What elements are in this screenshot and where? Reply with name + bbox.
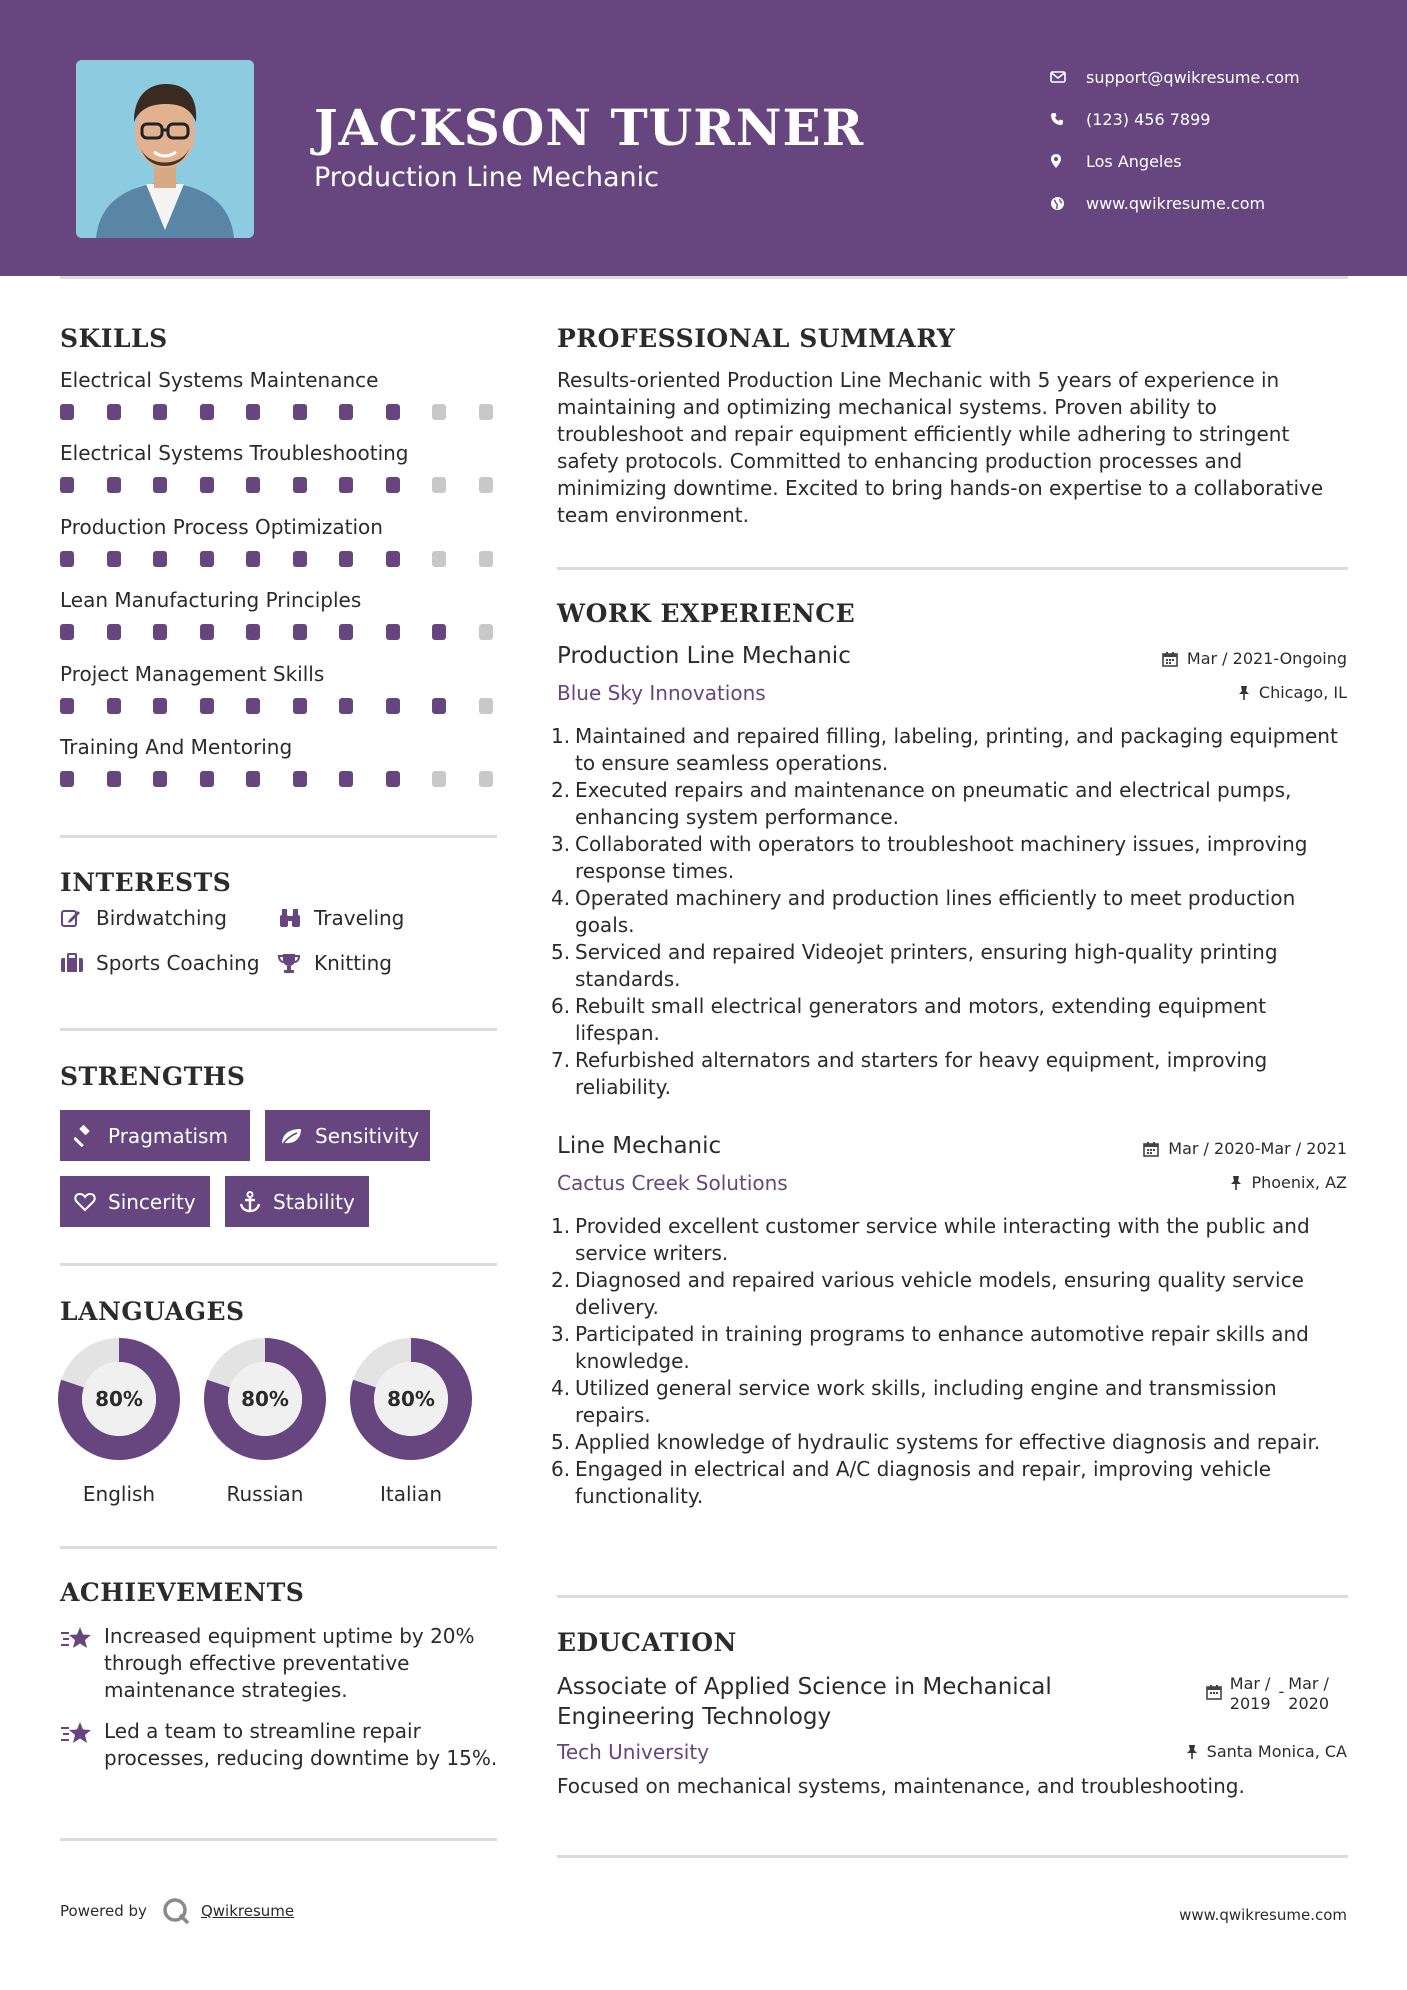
skill-item <box>60 588 500 661</box>
language-percent: 80% <box>95 1387 143 1411</box>
contact-email[interactable] <box>1050 56 1300 98</box>
job-company: Cactus Creek Solutions <box>557 1171 788 1195</box>
pushpin-icon <box>1186 1744 1198 1760</box>
language-item <box>350 1338 472 1506</box>
skill-dot-filled <box>60 551 74 567</box>
pushpin-icon <box>1238 685 1250 701</box>
job-entry <box>551 643 1347 1101</box>
skill-dot-filled <box>293 698 307 714</box>
job-bullet: 4. Utilized general service work skills, including engine and transmission repairs. <box>551 1376 1277 1427</box>
job-bullet-text: Diagnosed and repaired various vehicle models, ensuring quality service delivery. <box>575 1268 1304 1319</box>
skill-dot-empty <box>479 404 493 420</box>
skill-dot-filled <box>293 404 307 420</box>
skill-dot-empty <box>432 551 446 567</box>
job-bullet-text: Utilized general service work skills, including engine and transmission repairs. <box>575 1376 1277 1427</box>
education-date-start-year: 2019 <box>1229 1694 1271 1713</box>
job-bullet: 4. Operated machinery and production lines efficiently to meet production goals. <box>551 886 1296 937</box>
skills-list <box>60 368 500 808</box>
language-ring <box>204 1338 326 1460</box>
candidate-title: Production Line Mechanic <box>314 162 659 193</box>
summary-heading: PROFESSIONAL SUMMARY <box>557 324 956 353</box>
skill-name: Training And Mentoring <box>60 734 293 759</box>
education-heading: EDUCATION <box>557 1628 737 1657</box>
language-item <box>58 1338 180 1506</box>
heart-icon <box>74 1192 96 1212</box>
language-name: Russian <box>226 1482 304 1506</box>
profile-photo <box>76 60 254 238</box>
strengths-heading: STRENGTHS <box>60 1062 246 1091</box>
job-bullet-text: Maintained and repaired filling, labeling, printing, and packaging equipment to ensure seamless operations. <box>575 724 1338 775</box>
education-divider <box>557 1855 1348 1858</box>
job-bullet-text: Engaged in electrical and A/C diagnosis and repair, improving vehicle functionality. <box>575 1457 1272 1508</box>
skill-dot-filled <box>246 698 260 714</box>
footer-website[interactable]: www.qwikresume.com <box>1179 1906 1347 1924</box>
job-bullet: 6. Rebuilt small electrical generators and motors, extending equipment lifespan. <box>551 994 1267 1045</box>
skill-dot-filled <box>200 624 214 640</box>
skill-dot-filled <box>153 551 167 567</box>
skill-dot-empty <box>479 551 493 567</box>
summary-divider <box>557 567 1348 570</box>
skill-dot-filled <box>200 404 214 420</box>
header-banner <box>0 0 1407 276</box>
education-dates <box>1206 1674 1329 1714</box>
interest-label: Knitting <box>314 951 392 975</box>
skill-dot-filled <box>386 771 400 787</box>
job-bullet: 2. Executed repairs and maintenance on pneumatic and electrical pumps, enhancing system performance. <box>551 778 1292 829</box>
skill-name: Production Process Optimization <box>60 514 383 539</box>
skill-dot-filled <box>107 771 121 787</box>
globe-icon <box>1050 196 1086 211</box>
star-icon <box>60 1623 104 1704</box>
education-school: Tech University <box>557 1740 710 1764</box>
leaf-icon <box>279 1126 303 1146</box>
skill-item <box>60 368 500 441</box>
skill-dot-filled <box>293 624 307 640</box>
language-percent: 80% <box>387 1387 435 1411</box>
gavel-icon <box>74 1125 96 1147</box>
interests-divider <box>60 1028 497 1031</box>
skill-name: Project Management Skills <box>60 661 325 686</box>
job-location-text: Chicago, IL <box>1258 683 1347 702</box>
job-bullets <box>551 1213 1347 1510</box>
anchor-icon <box>239 1191 261 1213</box>
skill-dot-filled <box>60 698 74 714</box>
interest-label: Birdwatching <box>96 906 227 930</box>
skill-rating <box>60 767 500 789</box>
skill-dot-filled <box>107 477 121 493</box>
skill-dot-filled <box>246 404 260 420</box>
education-location <box>1186 1742 1347 1761</box>
skill-dot-filled <box>246 477 260 493</box>
powered-by-label: Powered by <box>60 1902 147 1920</box>
language-name: English <box>82 1482 156 1506</box>
contact-location <box>1050 140 1300 182</box>
skill-item <box>60 441 500 514</box>
interest-item <box>278 951 392 975</box>
skill-dot-filled <box>293 551 307 567</box>
briefcase-icon <box>60 953 96 973</box>
job-bullet-text: Executed repairs and maintenance on pneumatic and electrical pumps, enhancing system performance. <box>575 778 1292 829</box>
job-bullet: 7. Refurbished alternators and starters for heavy equipment, improving reliability. <box>551 1048 1268 1099</box>
skill-item <box>60 515 500 588</box>
job-bullet: 3. Participated in training programs to enhance automotive repair skills and knowledge. <box>551 1322 1309 1373</box>
job-location <box>1238 683 1347 702</box>
language-percent: 80% <box>241 1387 289 1411</box>
skills-heading: SKILLS <box>60 324 168 353</box>
strengths-divider <box>60 1263 497 1266</box>
language-name: Italian <box>379 1482 443 1506</box>
job-bullet-text: Refurbished alternators and starters for heavy equipment, improving reliability. <box>575 1048 1268 1099</box>
skill-dot-filled <box>153 771 167 787</box>
skill-dot-filled <box>153 404 167 420</box>
skill-dot-filled <box>60 404 74 420</box>
skill-dot-empty <box>479 477 493 493</box>
skill-rating <box>60 400 500 422</box>
job-bullet: 1. Maintained and repaired filling, labeling, printing, and packaging equipment to ensure seamless operations. <box>551 724 1338 775</box>
skill-dot-filled <box>386 698 400 714</box>
contact-location-text: Los Angeles <box>1086 151 1182 171</box>
contact-phone-text: (123) 456 7899 <box>1086 109 1211 129</box>
brand-link[interactable]: Qwikresume <box>200 1902 295 1920</box>
job-bullets <box>551 723 1347 1101</box>
strength-label: Sensitivity <box>315 1123 420 1148</box>
strength-tag <box>60 1110 250 1161</box>
skill-rating <box>60 547 500 569</box>
interest-item <box>60 906 227 930</box>
skill-dot-filled <box>107 698 121 714</box>
envelope-icon <box>1050 71 1086 83</box>
language-item <box>204 1338 326 1506</box>
skill-dot-empty <box>432 771 446 787</box>
job-dates <box>1143 1139 1347 1158</box>
job-role: Line Mechanic <box>557 1133 722 1159</box>
skill-dot-filled <box>107 624 121 640</box>
education-date-separator: - <box>1278 1682 1285 1701</box>
achievements-heading: ACHIEVEMENTS <box>60 1578 305 1607</box>
job-bullet-text: Provided excellent customer service while interacting with the public and service writers. <box>575 1214 1310 1265</box>
job-bullet: 3. Collaborated with operators to troubleshoot machinery issues, improving response times. <box>551 832 1308 883</box>
star-icon <box>60 1718 104 1772</box>
achievement-text: Increased equipment uptime by 20% through effective preventative maintenance strategies. <box>104 1624 475 1702</box>
trophy-icon <box>278 952 314 974</box>
education-description: Focused on mechanical systems, maintenance, and troubleshooting. <box>557 1774 1245 1798</box>
map-pin-icon <box>1050 153 1086 169</box>
contact-list <box>1050 56 1300 224</box>
skill-dot-filled <box>107 404 121 420</box>
job-bullet-text: Participated in training programs to enhance automotive repair skills and knowledge. <box>575 1322 1309 1373</box>
strength-tag <box>60 1176 210 1227</box>
contact-phone[interactable] <box>1050 98 1300 140</box>
interests-heading: INTERESTS <box>60 868 232 897</box>
interest-label: Traveling <box>314 906 405 930</box>
job-role: Production Line Mechanic <box>557 643 851 669</box>
skill-rating <box>60 473 500 495</box>
skill-dot-filled <box>60 771 74 787</box>
job-location <box>1230 1173 1347 1192</box>
job-bullet: 5. Applied knowledge of hydraulic systems for effective diagnosis and repair. <box>551 1430 1321 1454</box>
skill-dot-filled <box>386 404 400 420</box>
strength-label: Sincerity <box>108 1189 196 1214</box>
job-dates <box>1162 649 1347 668</box>
strength-label: Pragmatism <box>108 1123 228 1148</box>
skill-dot-filled <box>200 771 214 787</box>
skill-dot-filled <box>107 551 121 567</box>
footer-branding <box>60 1896 294 1926</box>
skill-dot-filled <box>339 698 353 714</box>
skill-dot-empty <box>479 771 493 787</box>
language-ring <box>350 1338 472 1460</box>
contact-website-text: www.qwikresume.com <box>1086 193 1266 213</box>
strength-tag <box>265 1110 430 1161</box>
skill-rating <box>60 694 500 716</box>
job-bullet: 6. Engaged in electrical and A/C diagnosis and repair, improving vehicle functionality. <box>551 1457 1272 1508</box>
interest-label: Sports Coaching <box>96 951 260 975</box>
strength-label: Stability <box>273 1189 355 1214</box>
contact-website[interactable] <box>1050 182 1300 224</box>
header-divider <box>60 276 1348 279</box>
skill-dot-filled <box>293 477 307 493</box>
skill-dot-filled <box>60 477 74 493</box>
skill-dot-filled <box>153 698 167 714</box>
skill-dot-empty <box>479 624 493 640</box>
achievement-item <box>60 1718 500 1772</box>
skill-dot-filled <box>432 624 446 640</box>
skill-dot-filled <box>339 624 353 640</box>
skill-dot-filled <box>246 624 260 640</box>
job-location-text: Phoenix, AZ <box>1251 1173 1347 1192</box>
skill-item <box>60 735 500 808</box>
experience-heading: WORK EXPERIENCE <box>557 599 856 628</box>
strength-tag <box>225 1176 369 1227</box>
skill-dot-filled <box>339 771 353 787</box>
experience-divider <box>557 1595 1348 1598</box>
achievements-divider <box>60 1838 497 1841</box>
interest-item <box>278 906 404 930</box>
skill-dot-filled <box>200 477 214 493</box>
skill-dot-filled <box>200 551 214 567</box>
skill-dot-filled <box>432 698 446 714</box>
job-bullet: 5. Serviced and repaired Videojet printers, ensuring high-quality printing standards. <box>551 940 1278 991</box>
skills-divider <box>60 835 497 838</box>
pushpin-icon <box>1230 1175 1242 1191</box>
skill-dot-filled <box>386 624 400 640</box>
achievement-item <box>60 1623 500 1704</box>
qwikresume-logo-icon <box>161 1896 191 1926</box>
education-location-text: Santa Monica, CA <box>1206 1742 1347 1761</box>
job-bullet-text: Operated machinery and production lines efficiently to meet production goals. <box>575 886 1296 937</box>
job-entry <box>551 1133 1347 1510</box>
education-entry <box>557 1672 1347 1798</box>
calendar-icon <box>1143 1141 1159 1157</box>
skill-dot-filled <box>339 477 353 493</box>
binoculars-icon <box>278 907 314 929</box>
skill-rating <box>60 620 500 642</box>
skill-name: Electrical Systems Troubleshooting <box>60 441 409 466</box>
skill-dot-filled <box>386 477 400 493</box>
job-bullet-text: Serviced and repaired Videojet printers, ensuring high-quality printing standards. <box>575 940 1278 991</box>
profile-photo-illustration <box>76 60 254 238</box>
edit-icon <box>60 907 96 929</box>
skill-dot-filled <box>153 624 167 640</box>
skill-dot-filled <box>386 551 400 567</box>
skill-dot-filled <box>60 624 74 640</box>
skill-dot-filled <box>339 551 353 567</box>
language-ring <box>58 1338 180 1460</box>
contact-email-text: support@qwikresume.com <box>1086 67 1300 87</box>
skill-dot-filled <box>246 771 260 787</box>
calendar-icon <box>1162 651 1178 667</box>
job-bullet-text: Applied knowledge of hydraulic systems for effective diagnosis and repair. <box>575 1430 1321 1454</box>
skill-name: Lean Manufacturing Principles <box>60 588 362 613</box>
languages-divider <box>60 1546 497 1549</box>
skill-name: Electrical Systems Maintenance <box>60 368 379 392</box>
achievement-text: Led a team to streamline repair processes, reducing downtime by 15%. <box>104 1719 498 1770</box>
summary-text: Results-oriented Production Line Mechanic with 5 years of experience in maintaining and optimizing mechanical systems. Proven ability to troubleshoot and repair equipment efficiently while adhering to stringent safety protocols. Committed to enhancing production processes and minimizing downtime. Excited to bring hands-on expertise to a collaborative team environment. <box>557 368 1324 527</box>
job-bullet-text: Collaborated with operators to troubleshoot machinery issues, improving response times. <box>575 832 1308 883</box>
job-bullet-text: Rebuilt small electrical generators and motors, extending equipment lifespan. <box>575 994 1267 1045</box>
interest-item <box>60 951 260 975</box>
languages-heading: LANGUAGES <box>60 1297 245 1326</box>
job-dates-text: Mar / 2020-Mar / 2021 <box>1168 1139 1347 1158</box>
skill-dot-empty <box>432 404 446 420</box>
job-bullet: 1. Provided excellent customer service while interacting with the public and service writers. <box>551 1214 1310 1265</box>
skill-dot-filled <box>339 404 353 420</box>
calendar-icon <box>1206 1684 1222 1700</box>
skill-dot-filled <box>293 771 307 787</box>
skill-dot-filled <box>153 477 167 493</box>
job-bullet: 2. Diagnosed and repaired various vehicle models, ensuring quality service delivery. <box>551 1268 1304 1319</box>
education-date-start-month: Mar / <box>1229 1674 1271 1693</box>
job-dates-text: Mar / 2021-Ongoing <box>1186 649 1347 668</box>
education-date-end-month: Mar / <box>1288 1674 1329 1693</box>
skill-item <box>60 662 500 735</box>
skill-dot-empty <box>479 698 493 714</box>
phone-icon <box>1050 112 1086 126</box>
job-company: Blue Sky Innovations <box>557 681 766 705</box>
skill-dot-filled <box>246 551 260 567</box>
skill-dot-filled <box>200 698 214 714</box>
education-date-end-year: 2020 <box>1288 1694 1329 1713</box>
skill-dot-empty <box>432 477 446 493</box>
education-degree: Associate of Applied Science in Mechanical Engineering Technology <box>557 1674 1052 1730</box>
candidate-name: JACKSON TURNER <box>314 98 865 157</box>
